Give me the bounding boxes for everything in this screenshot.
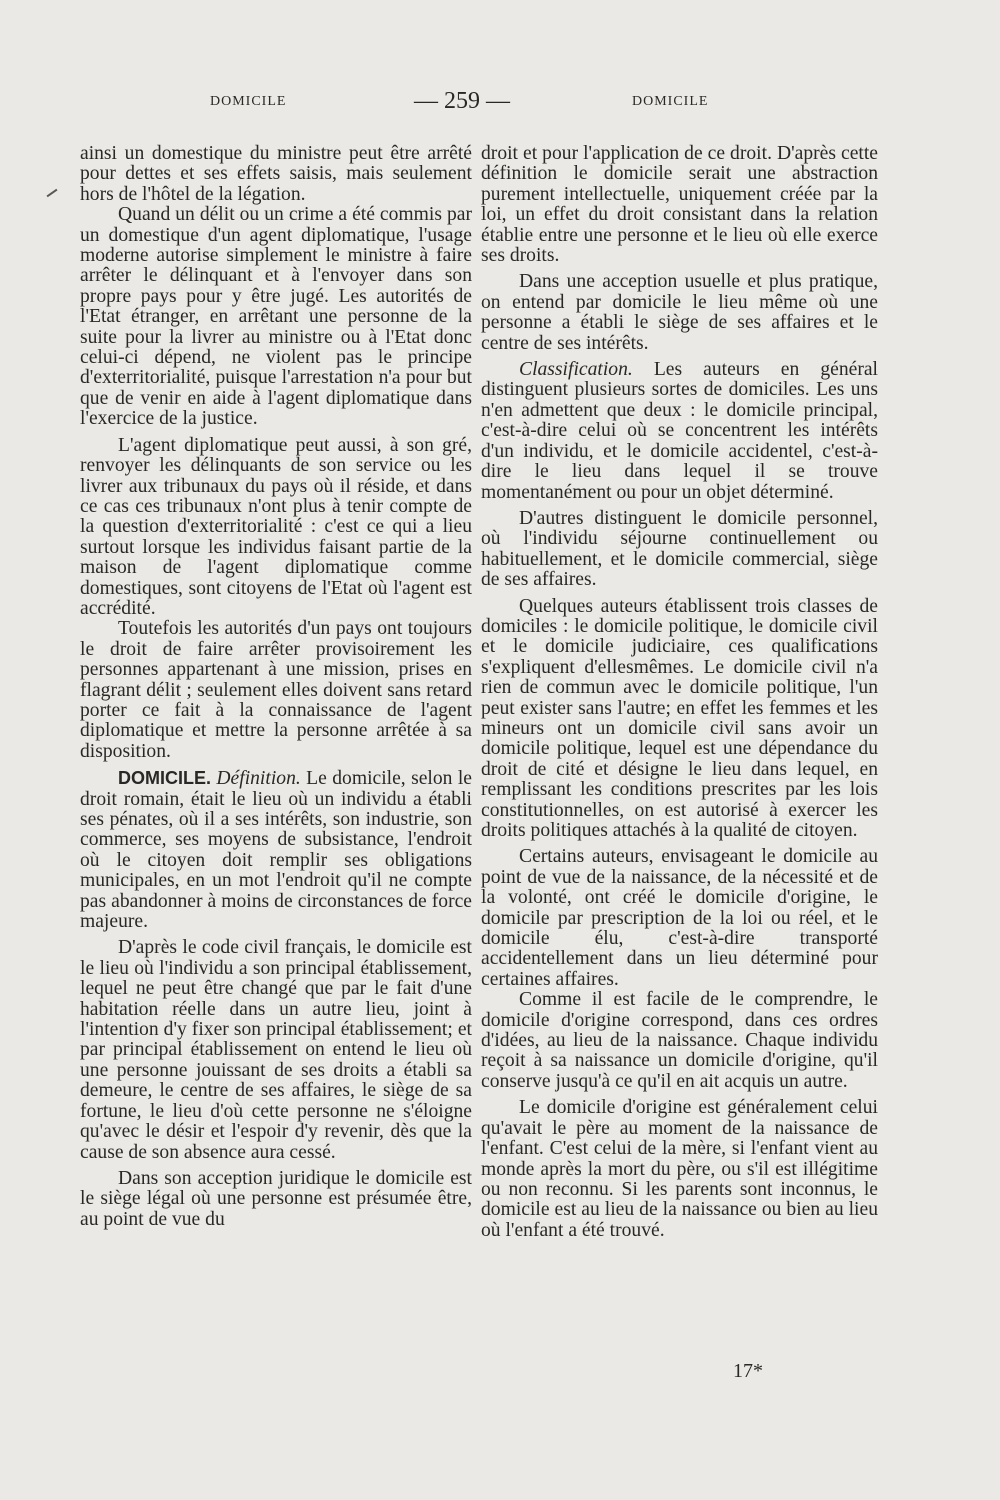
margin-pencil-mark xyxy=(47,189,58,198)
left-column xyxy=(80,144,472,1230)
section-label: Définition. xyxy=(216,768,301,790)
section-label: Classification. xyxy=(519,359,633,381)
paragraph xyxy=(481,360,878,503)
paragraph: Dans une acception usuelle et plus pratique, on entend par domicile le lieu même où une personne a établi le siège de ses affaires et le centre de ses intérêts. xyxy=(481,271,878,354)
paragraph: Comme il est facile de le comprendre, le domicile d'origine correspond, dans ces ordres d'idées, au lieu de la naissance. Chaque individu reçoit à sa naissance un domicile d'origine, qu'il conserve jusqu'à ce qu'il en ait acquis un autre. xyxy=(481,989,878,1092)
header-left-title: DOMICILE xyxy=(210,94,287,109)
entry-headword: DOMICILE. xyxy=(118,768,211,789)
paragraph-text: Le domicile, selon le droit romain, était le lieu où un individu a établi ses pénates, où il a ses intérêts, son industrie, son commerce, ses moyens de subsistance, l'endroit où le citoyen doit remplir ses obligations municipales, en un mot l'endroit qu'il ne compte pas abandonner à moins de circonstances de force majeure. xyxy=(80,768,472,933)
right-column xyxy=(481,144,878,1241)
paragraph: ainsi un domestique du ministre peut être arrêté pour dettes et ses effets saisis, mais seulement hors de l'hôtel de la légation. xyxy=(80,143,472,205)
header-right-title: DOMICILE xyxy=(632,94,709,109)
paragraph: D'autres distinguent le domicile personnel, où l'individu séjourne continuellement ou habituellement, et le domicile commercial, siège de ses affaires. xyxy=(481,507,878,591)
running-header xyxy=(0,88,1000,118)
entry-paragraph xyxy=(80,768,472,932)
paragraph: Quand un délit ou un crime a été commis par un domestique d'un agent diplomatique, l'usage moderne autorise simplement le ministre à faire arrêter le délinquant et à l'envoyer dans son propre pays pour y être jugé. Les autorités de l'Etat étranger, en arrêtant une personne de la suite pour la livrer au ministre ou à l'Etat donc celui-ci dépend, ne violent pas le principe d'exterritorialité, puisque l'arrestation n'a pour but que de venir en aide à l'agent diplomatique dans l'exercice de la justice. xyxy=(80,204,472,430)
paragraph: Le domicile d'origine est généralement celui qu'avait le père au moment de la naissance de l'enfant. C'est celui de la mère, si l'enfant vient au monde après la mort du père, ou s'il est illégitime ou non reconnu. Si les parents sont inconnus, le domicile est au lieu de la naissance ou bien au lieu où l'enfant a été trouvé. xyxy=(481,1097,878,1241)
paragraph: L'agent diplomatique peut aussi, à son gré, renvoyer les délinquants de son service ou les livrer aux tribunaux du pays où il réside, et dans ce cas ces tribunaux n'ont plus à tenir compte de la question d'exterritorialité : c'est ce qui a lieu surtout lorsque les individus faisant partie de la maison de l'agent diplomatique comme domestiques, sont citoyens de l'Etat où l'agent est accrédité. xyxy=(80,434,472,619)
paragraph: Certains auteurs, envisageant le domicile au point de vue de la naissance, de la nécessité et de la volonté, ont créé le domicile d'origine, le domicile par prescription de la loi ou réel, et le domicile élu, c'est-à-dire transporté accidentellement dans un lieu déterminé pour certaines affaires. xyxy=(481,846,878,990)
paragraph: droit et pour l'application de ce droit. D'après cette définition le domicile serait une abstraction purement intellectuelle, uniquement créée par la loi, un effet du droit consistant dans la relation établie entre une personne et le lieu où elle exerce ses droits. xyxy=(481,143,878,267)
page-number: — 259 — xyxy=(414,88,510,114)
paragraph-text: Les auteurs en général distinguent plusieurs sortes de domiciles. Les uns n'en admettent que deux : le domicile principal, c'est-à-dire celui où se concentrent les intérêts d'un individu, et le domicile accidentel, c'est-à-dire le lieu dans lequel il se trouve momentanément ou pour un objet déterminé. xyxy=(481,359,878,503)
signature-mark: 17* xyxy=(733,1360,763,1382)
paragraph: Toutefois les autorités d'un pays ont toujours le droit de faire arrêter provisoirement les personnes appartenant à une mission, prises en flagrant délit ; seulement elles doivent sans retard porter ce fait à la connaissance de l'agent diplomatique et mettre la personne arrêtée à sa disposition. xyxy=(80,618,472,762)
paragraph: D'après le code civil français, le domicile est le lieu où l'individu a son principal établissement, lequel ne peut être changé que par le fait d'une habitation réelle dans un autre lieu, joint à l'intention d'y fixer son principal établissement; et par principal établissement on entend le lieu où une personne jouissant de ses droits a établi sa demeure, le centre de ses affaires, le siège de sa fortune, le lieu d'où cette personne ne s'éloigne qu'avec le désir et l'espoir d'y revenir, dès que la cause de son absence aura cessé. xyxy=(80,937,472,1163)
paragraph: Dans son acception juridique le domicile est le siège légal où une personne est présumée être, au point de vue du xyxy=(80,1167,472,1230)
paragraph: Quelques auteurs établissent trois classes de domiciles : le domicile politique, le domicile civil et le domicile judiciaire, ces qualifications s'expliquent d'ellesmêmes. Le domicile civil n'a rien de commun avec le domicile politique, l'un peut exister sans l'autre; en effet les femmes et les mineurs ont un domicile civil sans avoir un domicile politique, lequel est une dépendance du droit de cité et désigne le lieu dans lequel, en remplissant les conditions prescrites par les lois constitutionnelles, on est autorisé à exercer les droits politiques attachés à la qualité de citoyen. xyxy=(481,595,878,841)
